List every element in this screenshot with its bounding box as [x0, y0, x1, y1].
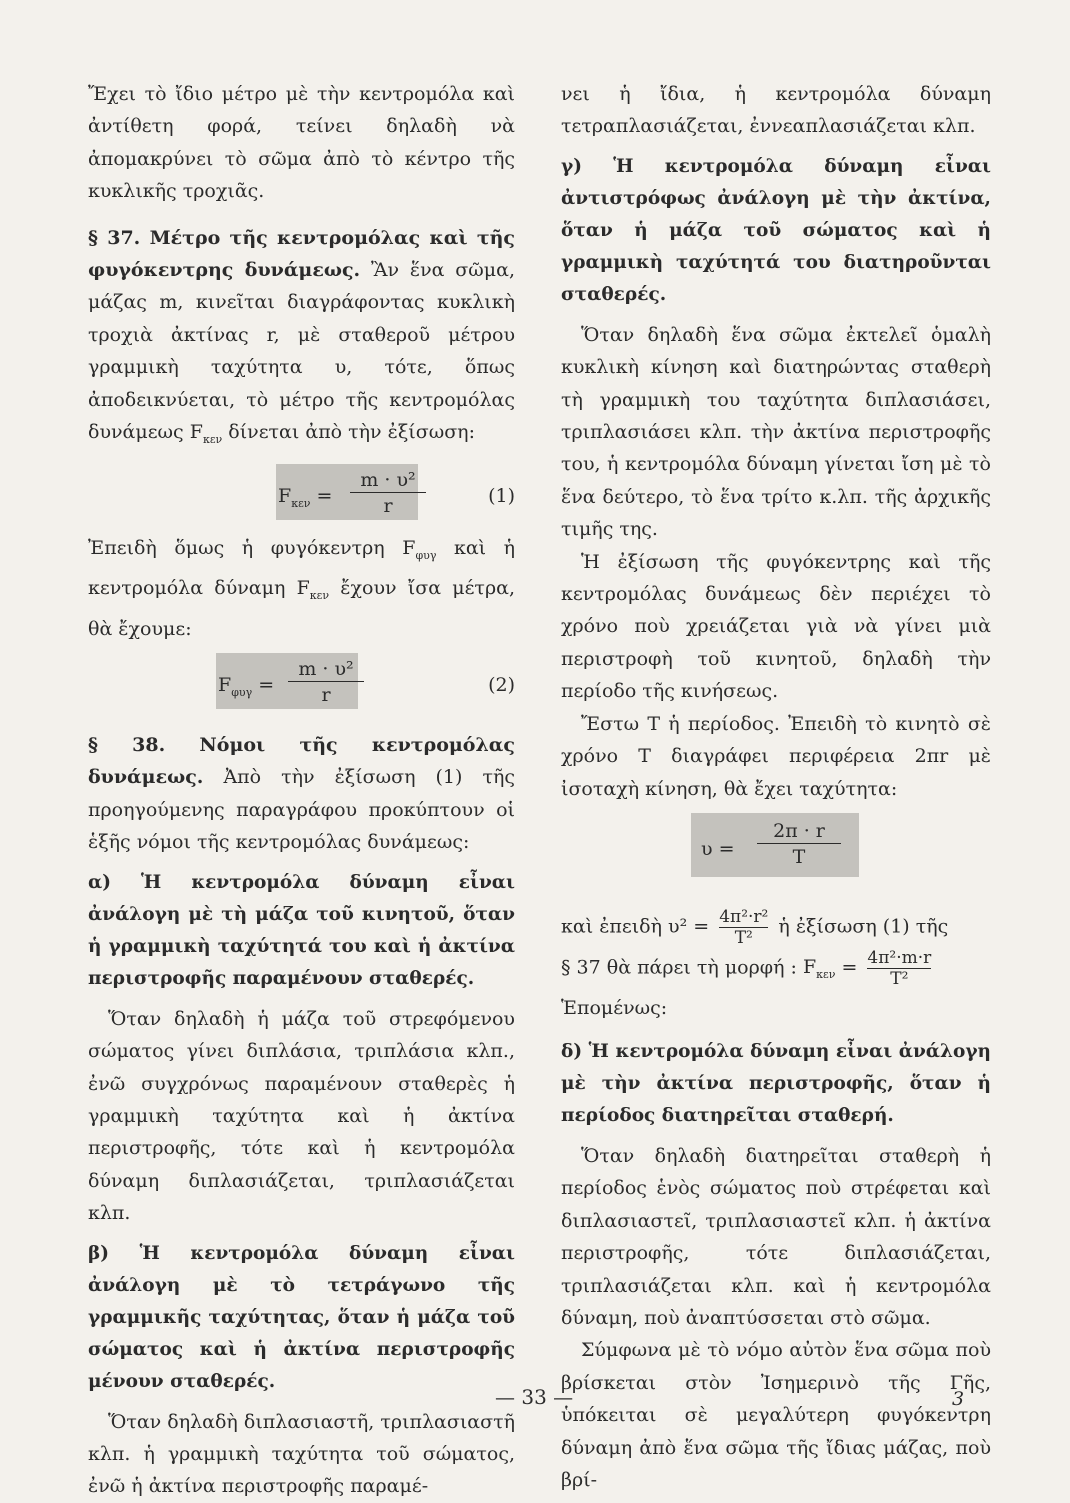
section-38	[88, 729, 515, 859]
law-d-explanation: Ὅταν δηλαδὴ διατηρεῖται σταθερὴ ἡ περίοδος ἑνὸς σώματος ποὺ στρέφεται καὶ διπλασιαστεῖ, τριπλασιαστεῖ κλπ. ἡ ἀκτίνα περιστροφῆς, τότε διπλασιάζεται, τριπλασιάζεται κλπ. καὶ ἡ κεντρομόλα δύναμη, ποὺ ἀναπτύσσεται στὸ σῶμα.	[561, 1145, 991, 1330]
equation-3-denominator: T	[792, 845, 806, 868]
paragraph-epomenos: Ἑπομένως:	[561, 996, 668, 1019]
equation-2-label: (2)	[488, 674, 515, 697]
paragraph-symfona: Σύμφωνα μὲ τὸ νόμο αὐτὸν ἕνα σῶμα ποὺ βρίσκεται στὸν Ἰσημερινὸ τῆς Γῆς, ὑπόκειται σὲ μεγαλύτερη φυγόκεντρη δύναμη ἀπὸ ἕνα σῶμα τῆς ἴδιας μάζας, ποὺ βρί-	[561, 1339, 991, 1492]
equation-2-lhs: $F_{\varphi\upsilon\gamma}$ =	[218, 674, 275, 699]
law-b: β) Ἡ κεντρομόλα δύναμη εἶναι ἀνάλογη μὲ τὸ τετράγωνο τῆς γραμμικῆς ταχύτητας, ὅταν ἡ μάζα τοῦ σώματος καὶ ἡ ἀκτίνα περιστροφῆς μένουν σταθερές.	[88, 1242, 515, 1392]
inline-fraction-v2: $\frac{\text{4π²·r²}}{\text{T²}}$	[719, 906, 769, 948]
equation-3	[561, 813, 991, 889]
section-37-text-end: δίνεται ἀπὸ τὴν ἐξίσωση:	[228, 421, 475, 444]
equation-2	[88, 653, 515, 715]
symbol-f-kentr: $F_{\kappa\varepsilon\nu}$	[189, 421, 223, 446]
equation-1-numerator: m · υ²	[360, 469, 416, 492]
law-c-explanation: Ὅταν δηλαδὴ ἕνα σῶμα ἐκτελεῖ ὁμαλὴ κυκλικὴ κίνηση καὶ διατηρώντας σταθερὴ τὴ γραμμικὴ του ταχύτητα διπλασιάσει, τριπλασιάσει κλπ. τὴν ἀκτίνα περιστροφῆς του, ἡ κεντρομόλα δύναμη γίνεται ἴση μὲ τὸ ἕνα δεύτερο, τὸ ἕνα τρίτο κ.λπ. τῆς ἀρχικῆς τιμῆς της.	[561, 323, 991, 541]
equation-3-numerator: 2π · r	[773, 819, 825, 842]
left-column	[88, 78, 515, 1503]
equation-3-fraction	[757, 819, 841, 870]
section-37-title: § 37. Μέτρο τῆς κεντρομόλας καὶ τῆς φυγόκεντρης δυνάμεως.	[88, 226, 515, 282]
paragraph-kai-epeidi: καὶ ἐπειδὴ $\upsilon^2 = \frac{\text{4π²·r²}}{\text{T²}}$ ἡ ἐξίσωση (1) τῆς	[561, 906, 949, 948]
section-37	[88, 222, 515, 457]
law-d: δ) Ἡ κεντρομόλα δύναμη εἶναι ἀνάλογη μὲ τὴν ἀκτίνα περιστροφῆς, ὅταν ἡ περίοδος διατηρεῖται σταθερή.	[561, 1041, 991, 1127]
sheet-mark: 3	[952, 1388, 965, 1410]
law-c: γ) Ἡ κεντρομόλα δύναμη εἶναι ἀντιστρόφως ἀνάλογη μὲ τὴν ἀκτίνα, ὅταν ἡ μάζα τοῦ σώματος καὶ ἡ γραμμικὴ ταχύτητά του διατηροῦνται σταθερές.	[561, 155, 991, 305]
section-38-text: Ἀπὸ τὴν ἐξίσωση (1) τῆς προηγούμενης παραγράφου προκύπτουν οἱ ἑξῆς νόμοι τῆς κεντρομόλας δυνάμεως:	[88, 766, 515, 854]
equation-1-lhs: $F_{\kappa\varepsilon\nu}$ =	[278, 485, 333, 511]
equation-2-fraction	[288, 657, 364, 708]
equation-3-lhs: υ =	[701, 837, 735, 860]
equation-1-label: (1)	[488, 485, 515, 508]
equation-2-numerator: m · υ²	[298, 658, 354, 681]
law-a-explanation: Ὅταν δηλαδὴ ἡ μάζα τοῦ στρεφόμενου σώματος γίνει διπλάσια, τριπλάσια κλπ., ἐνῶ συγχρόνως παραμένουν σταθερὲς ἡ γραμμικὴ ταχύτητα καὶ ἡ ἀκτίνα περιστροφῆς, τότε καὶ ἡ κεντρομόλα δύναμη διπλασιάζεται, τριπλασιάζεται κλπ.	[88, 1007, 515, 1225]
paragraph-esto: Ἔστω T ἡ περίοδος. Ἐπειδὴ τὸ κινητὸ σὲ χρόνο T διαγράφει περιφέρεια 2πr μὲ ἰσοταχὴ κίνηση, θὰ ἔχει ταχύτητα:	[561, 712, 991, 800]
section-38-title: § 38. Νόμοι τῆς κεντρομόλας δυνάμεως.	[88, 734, 515, 789]
equation-1	[88, 464, 515, 526]
page-number: — 33 —	[495, 1385, 574, 1409]
inline-fraction-force: $\frac{\text{4π²·m·r}}{\text{T²}}$	[867, 947, 932, 989]
paragraph-morfi: § 37 θὰ πάρει τὴ μορφή : $F_{\kappa\varepsilon\nu} = \frac{\text{4π²·m·r}}{\text{T²}}$	[561, 947, 932, 989]
symbol-f-fyg: $F_{\varphi\upsilon\gamma}$	[402, 537, 437, 563]
paragraph-continued: νει ἡ ἴδια, ἡ κεντρομόλα δύναμη τετραπλασιάζεται, ἐννεαπλασιάζεται κλπ.	[561, 83, 991, 138]
symbol-f-kentr-2: $F_{\kappa\varepsilon\nu}$	[296, 577, 330, 603]
law-b-explanation: Ὅταν δηλαδὴ διπλασιαστῆ, τριπλασιαστῆ κλπ. ἡ γραμμικὴ ταχύτητα τοῦ σώματος, ἐνῶ ἡ ἀκτίνα περιστροφῆς παραμέ-	[88, 1410, 515, 1498]
paragraph-intro: Ἔχει τὸ ἴδιο μέτρο μὲ τὴν κεντρομόλα καὶ ἀντίθετη φορά, τείνει δηλαδὴ νὰ ἀπομακρύνει τὸ σῶμα ἀπὸ τὸ κέντρο τῆς κυκλικῆς τροχιᾶς.	[88, 83, 515, 203]
paragraph-epeidi: Ἐπειδὴ ὅμως ἡ φυγόκεντρη $F_{\varphi\upsilon\gamma}$ καὶ ἡ κεντρομόλα δύναμη $F_{\kappa\varepsilon\nu}$ ἔχουν ἴσα μέτρα, θὰ ἔχουμε:	[88, 537, 516, 640]
paragraph-exisosi: Ἡ ἐξίσωση τῆς φυγόκεντρης καὶ τῆς κεντρομόλας δυνάμεως δὲν περιέχει τὸ χρόνο ποὺ χρειάζεται γιὰ νὰ γίνει μιὰ περιστροφὴ τοῦ κινητοῦ, δηλαδὴ τὴν περίοδο τῆς κινήσεως.	[561, 550, 991, 703]
law-a: α) Ἡ κεντρομόλα δύναμη εἶναι ἀνάλογη μὲ τὴ μάζα τοῦ κινητοῦ, ὅταν ἡ γραμμικὴ ταχύτητά του καὶ ἡ ἀκτίνα περιστροφῆς παραμένουν σταθερές.	[88, 871, 515, 989]
section-37-text: Ἂν ἕνα σῶμα, μάζας m, κινεῖται διαγράφοντας κυκλικὴ τροχιὰ ἀκτίνας r, μὲ σταθεροῦ μέτρου γραμμικὴ ταχύτητα υ, τότε, ὅπως ἀποδεικνύεται, τὸ μέτρο τῆς κεντρομόλας δυνάμεως	[88, 259, 515, 444]
equation-2-denominator: r	[321, 684, 331, 707]
equation-1-fraction	[350, 468, 426, 519]
equation-1-denominator: r	[383, 495, 393, 518]
symbol-f-kentr-3: $F_{\kappa\varepsilon\nu}$	[802, 956, 836, 982]
right-column	[561, 78, 991, 1496]
